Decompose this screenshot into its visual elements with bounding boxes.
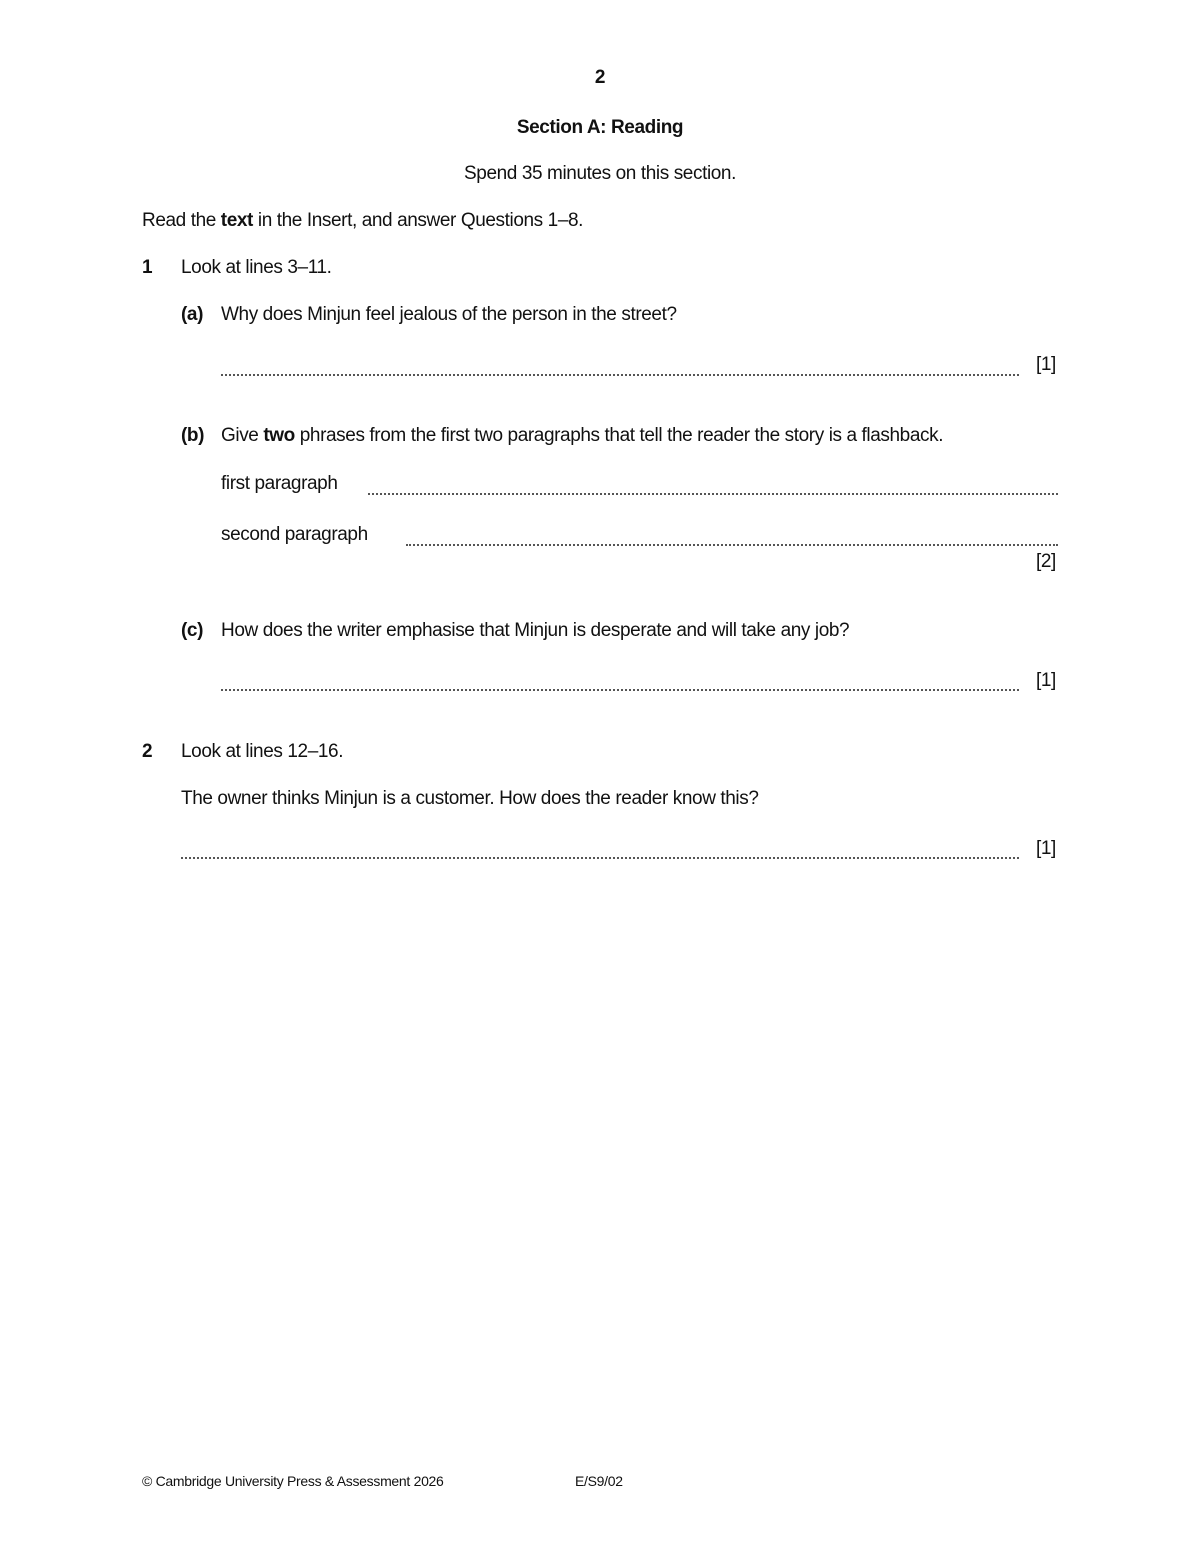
- answer-line-1b-first[interactable]: [368, 493, 1058, 495]
- answer-line-1b-second[interactable]: [406, 544, 1058, 546]
- second-paragraph-label: second paragraph: [221, 524, 368, 545]
- intro-instruction: [142, 211, 583, 230]
- question-2-number: 2: [142, 741, 153, 762]
- question-1b-text: [221, 426, 943, 445]
- question-1-number: 1: [142, 257, 153, 278]
- footer-code: E/S9/02: [575, 1473, 623, 1489]
- question-1c-label: (c): [181, 620, 204, 641]
- question-2-prompt: Look at lines 12–16.: [181, 741, 344, 762]
- intro-text-after: in the Insert, and answer Questions 1–8.: [253, 210, 584, 231]
- time-instruction: Spend 35 minutes on this section.: [464, 163, 736, 184]
- question-1c-text: How does the writer emphasise that Minjun is desperate and will take any job?: [221, 620, 850, 641]
- answer-line-1a[interactable]: [221, 374, 1019, 376]
- question-1a-label: (a): [181, 304, 204, 325]
- marks-1b: [2]: [1036, 551, 1056, 572]
- intro-text-emphasis: text: [220, 210, 253, 231]
- first-paragraph-label: first paragraph: [221, 473, 338, 494]
- question-1b-text-after: phrases from the first two paragraphs that tell the reader the story is a flashback.: [294, 425, 944, 446]
- question-2-text: The owner thinks Minjun is a customer. How does the reader know this?: [181, 788, 759, 809]
- marks-2: [1]: [1036, 838, 1056, 859]
- section-title: Section A: Reading: [516, 117, 684, 138]
- question-1b-text-emphasis: two: [263, 425, 295, 446]
- footer-copyright: © Cambridge University Press & Assessment 2026: [142, 1473, 444, 1489]
- page-number: 2: [594, 67, 606, 88]
- question-1b-label: (b): [181, 425, 205, 446]
- answer-line-1c[interactable]: [221, 689, 1019, 691]
- marks-1c: [1]: [1036, 670, 1056, 691]
- intro-text-before: Read the: [142, 210, 221, 231]
- question-1a-text: Why does Minjun feel jealous of the person in the street?: [221, 304, 677, 325]
- marks-1a: [1]: [1036, 354, 1056, 375]
- question-1-prompt: Look at lines 3–11.: [181, 257, 332, 278]
- answer-line-2[interactable]: [181, 857, 1019, 859]
- question-1b-text-before: Give: [221, 425, 264, 446]
